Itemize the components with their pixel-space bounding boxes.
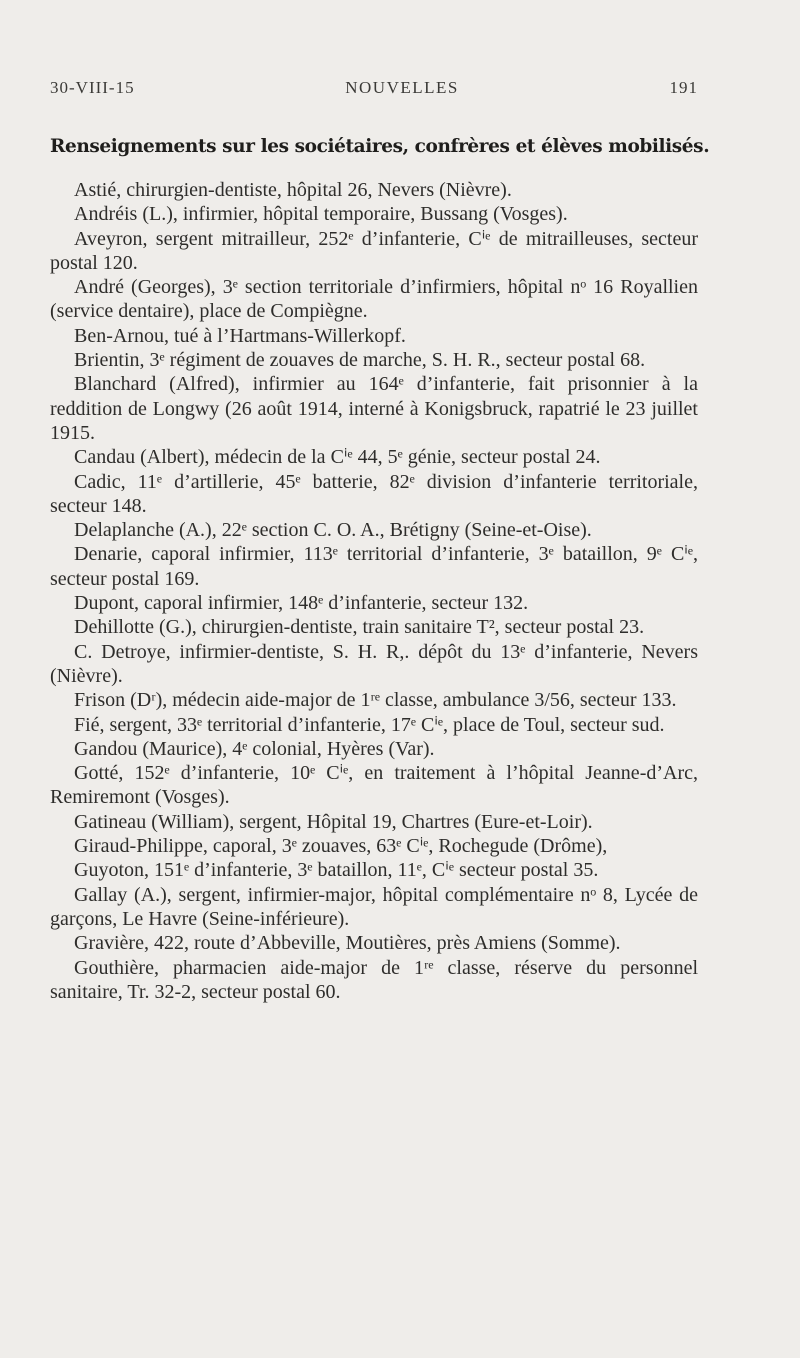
list-item: Giraud-Philippe, caporal, 3ᵉ zouaves, 63ᵉ Cⁱᵉ, Rochegude (Drôme), bbox=[74, 835, 608, 858]
list-item: Brientin, 3ᵉ régiment de zouaves de marche, S. H. R., secteur postal 68. bbox=[74, 349, 646, 372]
list-item: Guyoton, 151ᵉ d’infanterie, 3ᵉ bataillon, 11ᵉ, Cⁱᵉ secteur postal 35. bbox=[74, 859, 599, 882]
header-section: NOUVELLES bbox=[345, 78, 459, 97]
list-item: Blanchard (Alfred), infirmier au 164ᵉ d’infanterie, fait prisonnier à la reddition de Longwy (26 août 1914, interné à Konigsbruck, rapatrié le 23 juillet 1915. bbox=[50, 373, 698, 444]
list-item: Gandou (Maurice), 4ᵉ colonial, Hyères (Var). bbox=[74, 737, 435, 760]
list-item: Frison (Dʳ), médecin aide-major de 1ʳᵉ classe, ambulance 3/56, secteur 133. bbox=[74, 689, 677, 712]
list-item: Gouthière, pharmacien aide-major de 1ʳᵉ classe, réserve du personnel sanitaire, Tr. 32-2, secteur postal 60. bbox=[50, 956, 698, 1003]
list-item: André (Georges), 3ᵉ section territoriale d’infirmiers, hôpital nᵒ 16 Royallien (service dentaire), place de Compiègne. bbox=[50, 276, 698, 323]
list-item: Gatineau (William), sergent, Hôpital 19, Chartres (Eure-et-Loir). bbox=[74, 810, 593, 833]
list-item: Ben-Arnou, tué à l’Hartmans-Willerkopf. bbox=[74, 324, 406, 347]
list-item: Gravière, 422, route d’Abbeville, Moutières, près Amiens (Somme). bbox=[74, 932, 621, 955]
list-item: Astié, chirurgien-dentiste, hôpital 26, Nevers (Nièvre). bbox=[74, 179, 512, 201]
list-item: Gotté, 152ᵉ d’infanterie, 10ᵉ Cⁱᵉ, en traitement à l’hôpital Jeanne-d’Arc, Remiremont (Vosges). bbox=[50, 762, 698, 809]
entry-list bbox=[50, 178, 698, 1004]
list-item: Andréis (L.), infirmier, hôpital temporaire, Bussang (Vosges). bbox=[74, 203, 568, 226]
list-item: Cadic, 11ᵉ d’artillerie, 45ᵉ batterie, 82ᵉ division d’infanterie territoriale, secteur 148. bbox=[50, 470, 698, 517]
list-item: Delaplanche (A.), 22ᵉ section C. O. A., Brétigny (Seine-et-Oise). bbox=[74, 519, 592, 542]
list-item: Aveyron, sergent mitrailleur, 252ᵉ d’infanterie, Cⁱᵉ de mitrailleuses, secteur postal 120. bbox=[50, 227, 698, 274]
list-item: Gallay (A.), sergent, infirmier-major, hôpital complémentaire nᵒ 8, Lycée de garçons, Le Havre (Seine-inférieure). bbox=[50, 883, 698, 930]
list-item: Denarie, caporal infirmier, 113ᵉ territorial d’infanterie, 3ᵉ bataillon, 9ᵉ Cⁱᵉ, secteur postal 169. bbox=[50, 543, 698, 590]
list-item: C. Detroye, infirmier-dentiste, S. H. R,. dépôt du 13ᵉ d’infanterie, Nevers (Nièvre). bbox=[50, 640, 698, 687]
running-head bbox=[50, 78, 698, 104]
section-title: Renseignements sur les sociétaires, confrères et élèves mobilisés. bbox=[50, 136, 710, 157]
list-item: Dehillotte (G.), chirurgien-dentiste, train sanitaire T², secteur postal 23. bbox=[74, 616, 645, 639]
header-date: 30-VIII-15 bbox=[50, 78, 135, 97]
list-item: Dupont, caporal infirmier, 148ᵉ d’infanterie, secteur 132. bbox=[74, 592, 529, 615]
list-item: Candau (Albert), médecin de la Cⁱᵉ 44, 5ᵉ génie, secteur postal 24. bbox=[74, 446, 601, 469]
book-page bbox=[50, 78, 710, 1004]
page-number: 191 bbox=[669, 78, 698, 97]
list-item: Fié, sergent, 33ᵉ territorial d’infanterie, 17ᵉ Cⁱᵉ, place de Toul, secteur sud. bbox=[74, 713, 665, 736]
